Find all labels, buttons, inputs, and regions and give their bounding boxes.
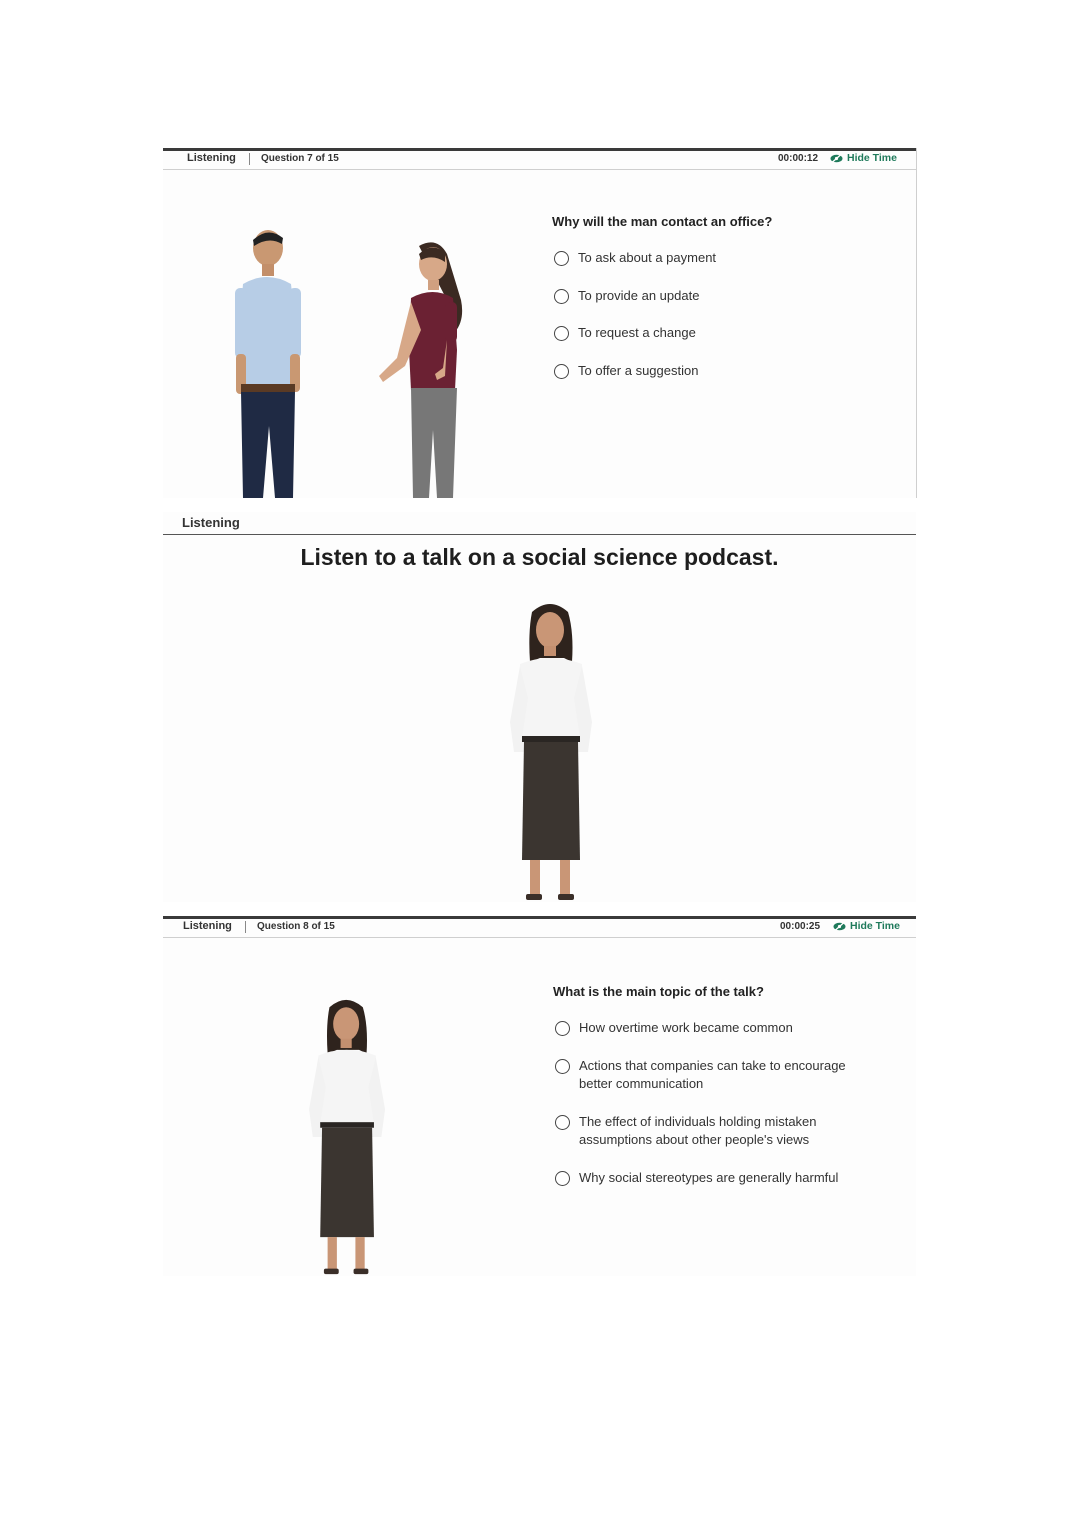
answer-option-label: To ask about a payment	[578, 250, 717, 265]
question-text: What is the main topic of the talk?	[553, 984, 764, 999]
top-bar	[163, 148, 916, 170]
answer-option-label: To request a change	[578, 325, 696, 340]
answer-option-label: The effect of individuals holding mistaken assumptions about other people's views	[579, 1114, 817, 1147]
radio-button[interactable]	[554, 251, 569, 266]
radio-button[interactable]	[555, 1059, 570, 1074]
screen-intro	[163, 512, 916, 902]
divider	[245, 921, 246, 933]
screen-question-8	[163, 916, 916, 1276]
question-counter: Question 7 of 15	[261, 153, 339, 164]
man-illustration	[229, 226, 309, 498]
answer-option[interactable]	[554, 289, 699, 305]
radio-button[interactable]	[555, 1021, 570, 1036]
answer-option-label: Actions that companies can take to encourage better communication	[579, 1058, 846, 1091]
answer-option-label: To offer a suggestion	[578, 363, 699, 378]
answer-option-label: Why social stereotypes are generally harmful	[579, 1170, 839, 1185]
question-text: Why will the man contact an office?	[552, 214, 773, 229]
woman-maroon-illustration	[375, 240, 475, 498]
divider	[163, 534, 916, 535]
section-label: Listening	[182, 515, 240, 530]
radio-button[interactable]	[555, 1115, 570, 1130]
radio-button[interactable]	[554, 326, 569, 341]
answer-option[interactable]	[555, 1171, 885, 1187]
answer-option-label: To provide an update	[578, 288, 700, 303]
section-label: Listening	[187, 152, 236, 164]
screen-question-7	[163, 148, 917, 498]
speaker-woman-illustration	[303, 998, 393, 1276]
answer-option[interactable]	[554, 251, 716, 267]
timer: 00:00:12	[778, 153, 819, 164]
hide-time-button[interactable]	[830, 152, 897, 164]
radio-button[interactable]	[555, 1171, 570, 1186]
question-counter: Question 8 of 15	[257, 921, 335, 932]
answer-option[interactable]	[555, 1059, 875, 1093]
hide-time-button[interactable]	[833, 920, 900, 932]
radio-button[interactable]	[554, 364, 569, 379]
answer-option-label: How overtime work became common	[579, 1020, 793, 1035]
timer: 00:00:25	[780, 921, 821, 932]
hide-time-label: Hide Time	[850, 920, 900, 932]
answer-option[interactable]	[554, 364, 698, 380]
answer-option[interactable]	[555, 1021, 885, 1037]
top-bar	[163, 916, 916, 938]
speaker-woman-illustration	[504, 602, 600, 902]
section-label: Listening	[183, 920, 232, 932]
divider	[249, 153, 250, 165]
hide-time-label: Hide Time	[847, 152, 897, 164]
answer-option[interactable]	[555, 1115, 890, 1149]
radio-button[interactable]	[554, 289, 569, 304]
answer-option[interactable]	[554, 326, 696, 342]
eye-slash-icon	[830, 154, 842, 162]
eye-slash-icon	[833, 922, 845, 930]
page-title: Listen to a talk on a social science podcast.	[300, 544, 779, 570]
